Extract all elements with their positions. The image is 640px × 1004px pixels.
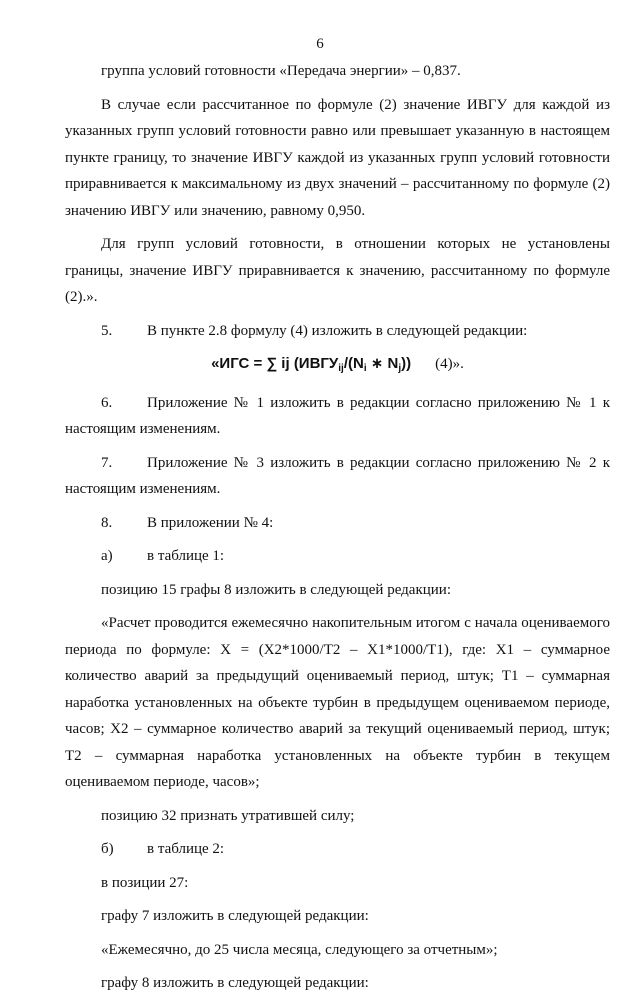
item-number: а) — [101, 548, 113, 564]
paragraph: Для групп условий готовности, в отношении которых не установлены границы, значение ИВГУ приравнивается к значению, рассчитанному по формуле (2).». — [65, 236, 610, 305]
item-text: В приложении № 4: — [147, 514, 274, 531]
formula-sub-i: i — [363, 363, 367, 374]
formula-sum: ∑ — [266, 355, 278, 372]
paragraph: группа условий готовности «Передача энергии» – 0,837. — [101, 63, 461, 79]
paragraph: В случае если рассчитанное по формуле (2) значение ИВГУ для каждой из указанных групп условий готовности равно или превышает указанную в настоящем пункте границу, то значение ИВГУ каждой из указанных групп условий готовности приравнивается к максимальному из двух значений – рассчитанному по формуле (2) значению ИВГУ или значению, равному 0,950. — [65, 96, 610, 219]
paragraph: в позиции 27: — [101, 874, 189, 891]
numbered-paragraph — [65, 390, 610, 443]
item-number: 6. — [101, 394, 113, 411]
item-number: б) — [101, 841, 114, 857]
paragraph: графу 8 изложить в следующей редакции: — [101, 975, 369, 991]
formula-n2: N — [387, 355, 399, 372]
item-text: Приложение № 1 изложить в редакции согласно приложению № 1 к настоящим изменениям. — [65, 394, 610, 437]
numbered-paragraph — [65, 318, 610, 345]
item-number: 8. — [101, 514, 113, 531]
quoted-paragraph: «Ежемесячно, до 25 числа месяца, следующего за отчетным»; — [101, 941, 498, 958]
document-body — [65, 58, 610, 1004]
numbered-paragraph — [65, 450, 610, 503]
numbered-paragraph — [65, 510, 610, 537]
quoted-paragraph: «Расчет проводится ежемесячно накопительным итогом с начала оцениваемого периода по формуле: X = (X2*1000/T2 – X1*1000/T1), где: X1 – суммарное количество аварий за предыдущий оцениваемый период, штук; T1 – суммарная наработка установленных на объекте турбин в предыдущем оцениваемом периоде, часов; X2 – суммарное количество аварий за текущий оцениваемый период, штук; T2 – суммарная наработка установленных на объекте турбин в текущем оцениваемом периоде, часов»; — [65, 615, 610, 790]
paragraph: графу 7 изложить в следующей редакции: — [101, 908, 369, 924]
item-text: В пункте 2.8 формулу (4) изложить в следующей редакции: — [147, 322, 528, 339]
item-number: 5. — [101, 322, 113, 339]
item-number: 7. — [101, 454, 113, 471]
paragraph: позицию 15 графы 8 изложить в следующей редакции: — [101, 581, 451, 598]
formula — [65, 351, 610, 383]
numbered-paragraph — [65, 543, 610, 570]
formula-ij: ij — [277, 355, 294, 372]
formula-sub-j: j — [398, 363, 402, 374]
formula-close: )) — [401, 355, 412, 372]
formula-slash: /( — [343, 355, 353, 372]
numbered-paragraph — [65, 836, 610, 863]
page-number: 6 — [316, 36, 324, 52]
item-text: в таблице 2: — [147, 841, 225, 857]
item-text: в таблице 1: — [147, 548, 225, 564]
item-text: Приложение № 3 изложить в редакции согласно приложению № 2 к настоящим изменениям. — [65, 454, 610, 497]
formula-open: «ИГС = — [211, 355, 267, 372]
formula-sub-ij: ij — [338, 363, 344, 374]
formula-ivgu: (ИВГУ — [293, 355, 339, 372]
paragraph: позицию 32 признать утратившей силу; — [101, 807, 355, 824]
formula-n: N — [353, 355, 364, 372]
formula-times: ∗ — [366, 355, 388, 372]
formula-tag: (4)». — [435, 356, 464, 372]
